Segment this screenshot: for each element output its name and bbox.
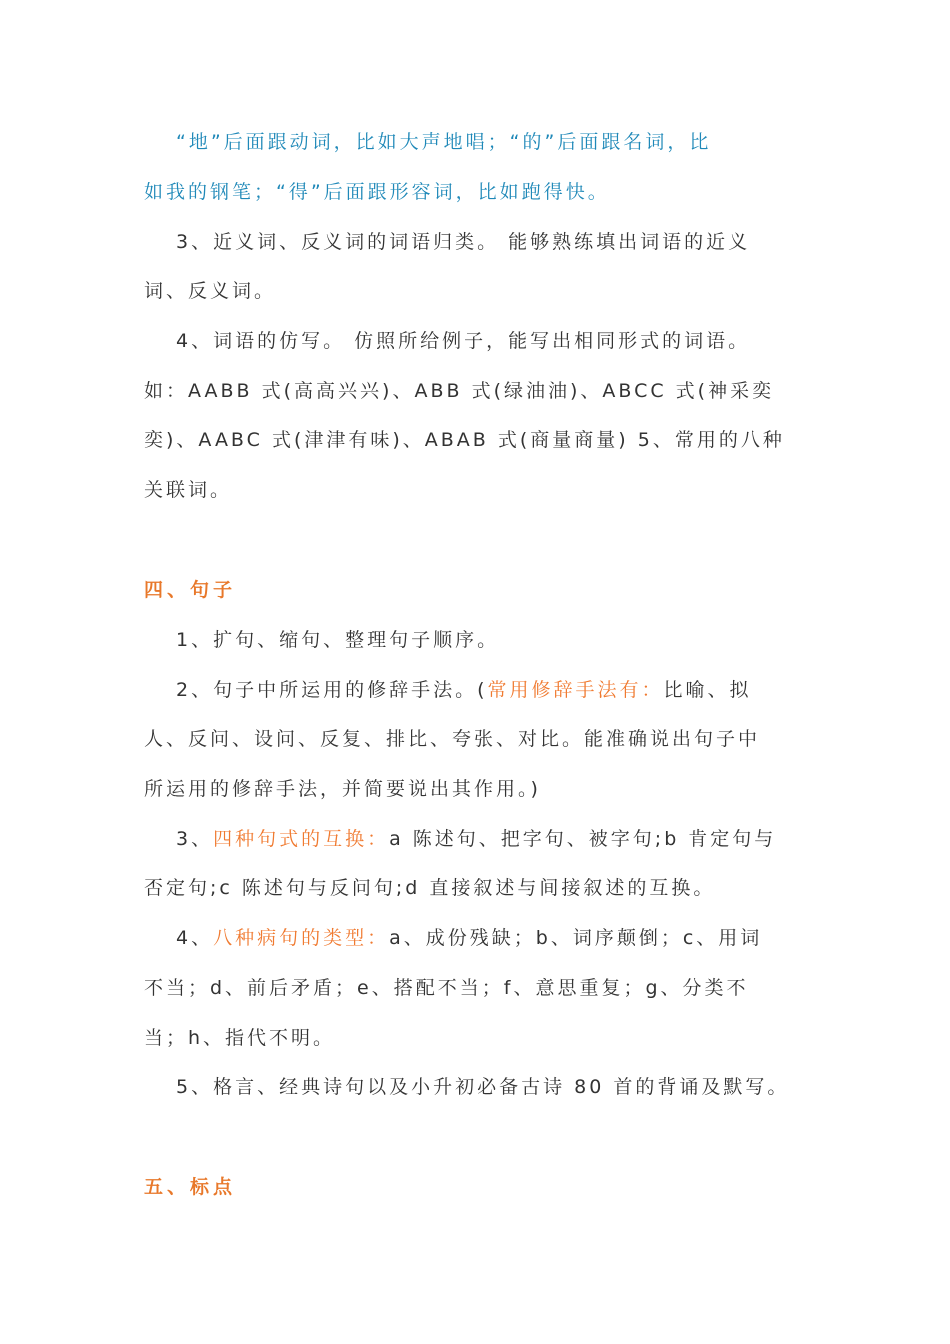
- text-line: “地”后面跟动词，比如大声地唱；“的”后面跟名词，比: [176, 131, 712, 153]
- highlighted-term: 四种句式的互换：: [213, 828, 390, 850]
- text-line: 奕)、AABC 式(津津有味)、ABAB 式(商量商量) 5、常用的八种: [144, 429, 785, 451]
- highlighted-term: 常用修辞手法有：: [487, 679, 664, 701]
- text-line: 4、词语的仿写。 仿照所给例子，能写出相同形式的词语。: [176, 330, 751, 352]
- text-line: [176, 924, 762, 952]
- text-segment: 4、: [176, 927, 214, 949]
- text-segment: a 陈述句、把字句、被字句;b 肯定句与: [389, 828, 777, 850]
- text-line: [176, 676, 752, 704]
- text-line: 关联词。: [144, 479, 233, 501]
- text-line: 所运用的修辞手法，并简要说出其作用。): [144, 778, 541, 800]
- text-line: 1、扩句、缩句、整理句子顺序。: [176, 629, 500, 651]
- text-line: 否定句;c 陈述句与反问句;d 直接叙述与间接叙述的互换。: [144, 877, 716, 899]
- section-heading: 五、标点: [144, 1176, 237, 1198]
- text-line: [176, 825, 776, 853]
- text-segment: 比喻、拟: [663, 679, 752, 701]
- text-line: 5、格言、经典诗句以及小升初必备古诗 80 首的背诵及默写。: [176, 1076, 790, 1098]
- text-line: 不当；d、前后矛盾；e、搭配不当；f、意思重复；g、分类不: [144, 977, 749, 999]
- text-line: 当；h、指代不明。: [144, 1027, 336, 1049]
- text-segment: a、成份残缺；b、词序颠倒；c、用词: [389, 927, 763, 949]
- text-line: 人、反问、设问、反复、排比、夸张、对比。能准确说出句子中: [144, 728, 761, 750]
- text-line: 如：AABB 式(高高兴兴)、ABB 式(绿油油)、ABCC 式(神采奕: [144, 380, 775, 402]
- text-line: 3、近义词、反义词的词语归类。 能够熟练填出词语的近义: [176, 231, 751, 253]
- section-heading: 四、句子: [144, 579, 237, 601]
- text-segment: 2、句子中所运用的修辞手法。(: [176, 679, 488, 701]
- text-segment: 3、: [176, 828, 214, 850]
- text-line: 词、反义词。: [144, 280, 277, 302]
- highlighted-term: 八种病句的类型：: [213, 927, 390, 949]
- text-line: 如我的钢笔；“得”后面跟形容词，比如跑得快。: [144, 181, 610, 203]
